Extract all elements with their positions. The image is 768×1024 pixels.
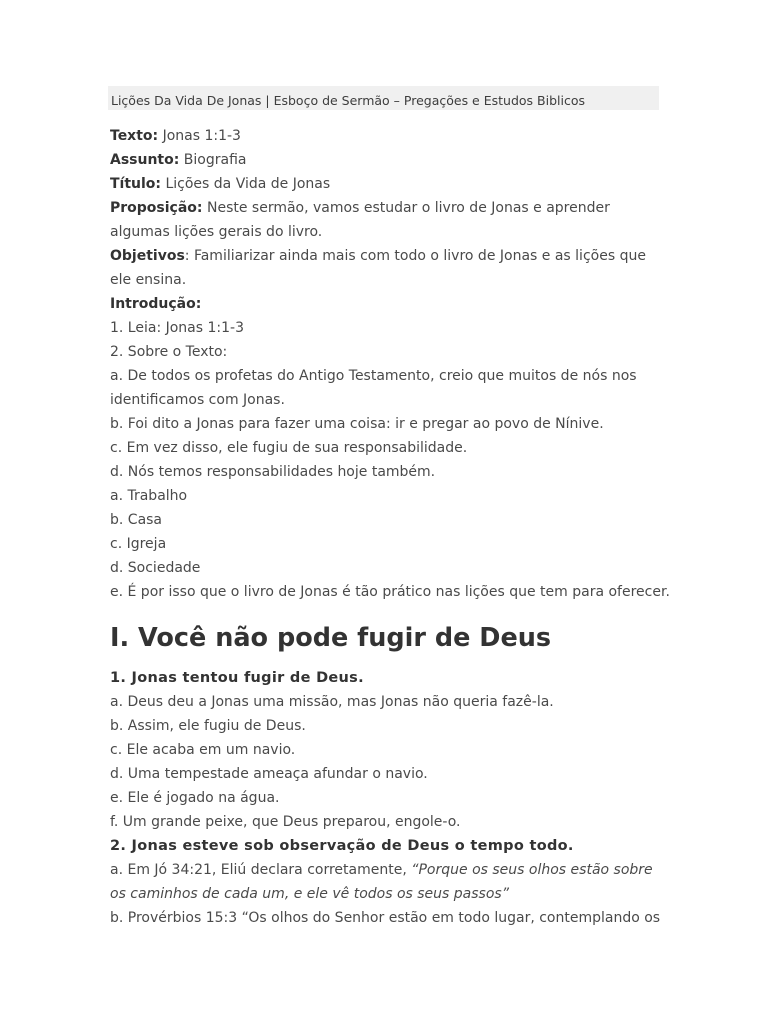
- meta-introducao: [110, 292, 670, 316]
- intro-item: b. Casa: [110, 512, 163, 528]
- intro-item: c. Igreja: [110, 536, 167, 552]
- meta-titulo: [110, 172, 670, 196]
- meta-objetivos: [110, 244, 670, 292]
- subsection-heading: 2. Jonas esteve sob observação de Deus o tempo todo.: [110, 838, 574, 854]
- intro-item: d. Nós temos responsabilidades hoje também.: [110, 464, 436, 480]
- list-item: f. Um grande peixe, que Deus preparou, engole-o.: [110, 814, 461, 830]
- proposicao-value: Neste sermão, vamos estudar o livro de Jonas e aprender algumas lições gerais do livro.: [110, 200, 610, 240]
- texto-label: Texto:: [110, 128, 159, 144]
- list-item: e. Ele é jogado na água.: [110, 790, 280, 806]
- document-header-bar: [108, 86, 659, 110]
- document-header-title: Lições Da Vida De Jonas | Esboço de Sermão – Pregações e Estudos Biblicos: [111, 93, 585, 108]
- intro-item: b. Foi dito a Jonas para fazer uma coisa: ir e pregar ao povo de Nínive.: [110, 416, 604, 432]
- intro-item: c. Em vez disso, ele fugiu de sua responsabilidade.: [110, 440, 468, 456]
- titulo-label: Título:: [110, 176, 162, 192]
- document-body: [110, 124, 670, 930]
- list-item: b. Assim, ele fugiu de Deus.: [110, 718, 306, 734]
- titulo-value: Lições da Vida de Jonas: [161, 176, 331, 192]
- proposicao-label: Proposição:: [110, 200, 203, 216]
- objetivos-label: Objetivos: [110, 248, 185, 264]
- introducao-label: Introdução:: [110, 296, 202, 312]
- intro-item: 2. Sobre o Texto:: [110, 344, 228, 360]
- intro-item: a. De todos os profetas do Antigo Testamento, creio que muitos de nós nos identificamos com Jonas.: [110, 368, 637, 408]
- meta-texto: [110, 124, 670, 148]
- list-item-with-quote: [110, 858, 670, 906]
- objetivos-value: : Familiarizar ainda mais com todo o livro de Jonas e as lições que ele ensina.: [110, 248, 646, 288]
- list-item-text: a. Em Jó 34:21, Eliú declara corretamente,: [110, 862, 412, 878]
- list-item: c. Ele acaba em um navio.: [110, 742, 296, 758]
- intro-item: a. Trabalho: [110, 488, 188, 504]
- subsection-heading: 1. Jonas tentou fugir de Deus.: [110, 670, 364, 686]
- meta-proposicao: [110, 196, 670, 244]
- texto-value: Jonas 1:1-3: [158, 128, 241, 144]
- intro-item: d. Sociedade: [110, 560, 201, 576]
- bible-quote: “Porque os seus olhos estão sobre os caminhos de cada um, e ele vê todos os seus passos”: [110, 862, 653, 902]
- intro-item: e. É por isso que o livro de Jonas é tão prático nas lições que tem para oferecer.: [110, 584, 670, 600]
- list-item: d. Uma tempestade ameaça afundar o navio.: [110, 766, 428, 782]
- intro-item: 1. Leia: Jonas 1:1-3: [110, 320, 244, 336]
- assunto-value: Biografia: [179, 152, 247, 168]
- list-item: b. Provérbios 15:3 “Os olhos do Senhor estão em todo lugar, contemplando os: [110, 910, 661, 926]
- assunto-label: Assunto:: [110, 152, 180, 168]
- meta-assunto: [110, 148, 670, 172]
- section-heading: I. Você não pode fugir de Deus: [110, 623, 552, 653]
- list-item: a. Deus deu a Jonas uma missão, mas Jonas não queria fazê-la.: [110, 694, 554, 710]
